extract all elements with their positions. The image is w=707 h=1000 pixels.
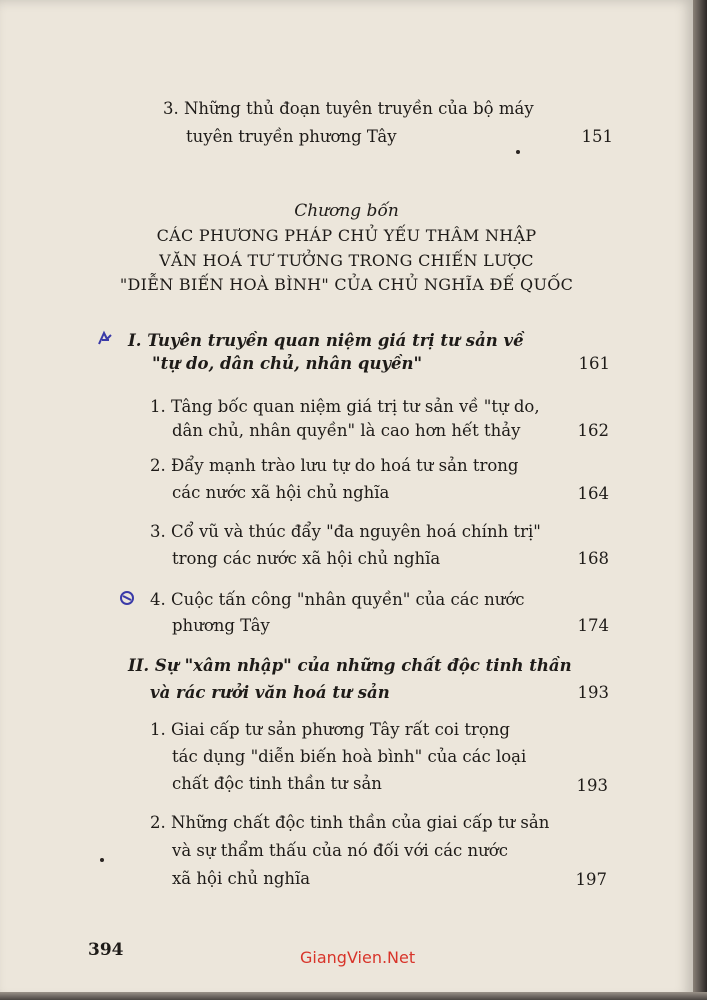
ink-speck [516, 150, 520, 154]
toc-page-number: 162 [577, 421, 609, 440]
toc-entry-line: 2. Đẩy mạnh trào lưu tự do hoá tư sản trong [150, 456, 519, 475]
chapter-title-line: "DIỄN BIẾN HOÀ BÌNH" CỦA CHỦ NGHĨA ĐẾ QUỐC [119, 275, 574, 294]
toc-page-number: 197 [575, 870, 607, 889]
toc-section-line: và rác rưởi văn hoá tư sản [150, 683, 390, 702]
pen-mark-icon [96, 330, 114, 348]
toc-page-number: 164 [577, 484, 609, 503]
page-bottom-edge [0, 992, 707, 1000]
toc-section-line: II. Sự "xâm nhập" của những chất độc tinh thần [128, 656, 572, 675]
toc-entry-line: xã hội chủ nghĩa [172, 869, 311, 888]
chapter-title-line: VĂN HOÁ TƯ TƯỞNG TRONG CHIẾN LƯỢC [159, 251, 534, 270]
pen-mark-icon [118, 589, 136, 607]
toc-entry-line: 3. Cổ vũ và thúc đẩy "đa nguyên hoá chính trị" [150, 522, 541, 541]
chapter-title-line: CÁC PHƯƠNG PHÁP CHỦ YẾU THÂM NHẬP [156, 226, 537, 245]
toc-entry-line: và sự thẩm thấu của nó đối với các nước [172, 841, 508, 860]
toc-section-line: "tự do, dân chủ, nhân quyền" [152, 354, 423, 373]
toc-entry-line: 3. Những thủ đoạn tuyên truyền của bộ máy [163, 99, 534, 118]
toc-entry-line: 4. Cuộc tấn công "nhân quyền" của các nước [150, 590, 525, 609]
page-number: 394 [88, 940, 124, 960]
toc-entry-line: các nước xã hội chủ nghĩa [172, 483, 390, 502]
toc-entry-line: tác dụng "diễn biến hoà bình" của các loại [172, 747, 527, 766]
toc-page-number: 193 [576, 776, 608, 795]
toc-entry-line: 2. Những chất độc tinh thần của giai cấp tư sản [150, 813, 550, 832]
toc-page-number: 161 [578, 354, 610, 373]
toc-entry-line: trong các nước xã hội chủ nghĩa [172, 549, 441, 568]
toc-entry-line: 1. Tâng bốc quan niệm giá trị tư sản về "tự do, [150, 397, 540, 416]
watermark: GiangVien.Net [300, 948, 416, 967]
chapter-label: Chương bốn [294, 201, 399, 221]
toc-entry-line: phương Tây [172, 616, 270, 635]
toc-section-line: I. Tuyên truyền quan niệm giá trị tư sản về [128, 331, 524, 350]
toc-entry-line: 1. Giai cấp tư sản phương Tây rất coi trọng [150, 720, 510, 739]
page-edge [693, 0, 707, 1000]
toc-page-number: 151 [581, 127, 613, 146]
toc-page-number: 174 [577, 616, 609, 635]
toc-page-number: 168 [577, 549, 609, 568]
toc-page-number: 193 [577, 683, 609, 702]
ink-speck [100, 858, 104, 862]
toc-entry-line: chất độc tinh thần tư sản [172, 774, 382, 793]
toc-entry-line: dân chủ, nhân quyền" là cao hơn hết thảy [172, 421, 521, 440]
toc-entry-line: tuyên truyền phương Tây [186, 127, 397, 146]
